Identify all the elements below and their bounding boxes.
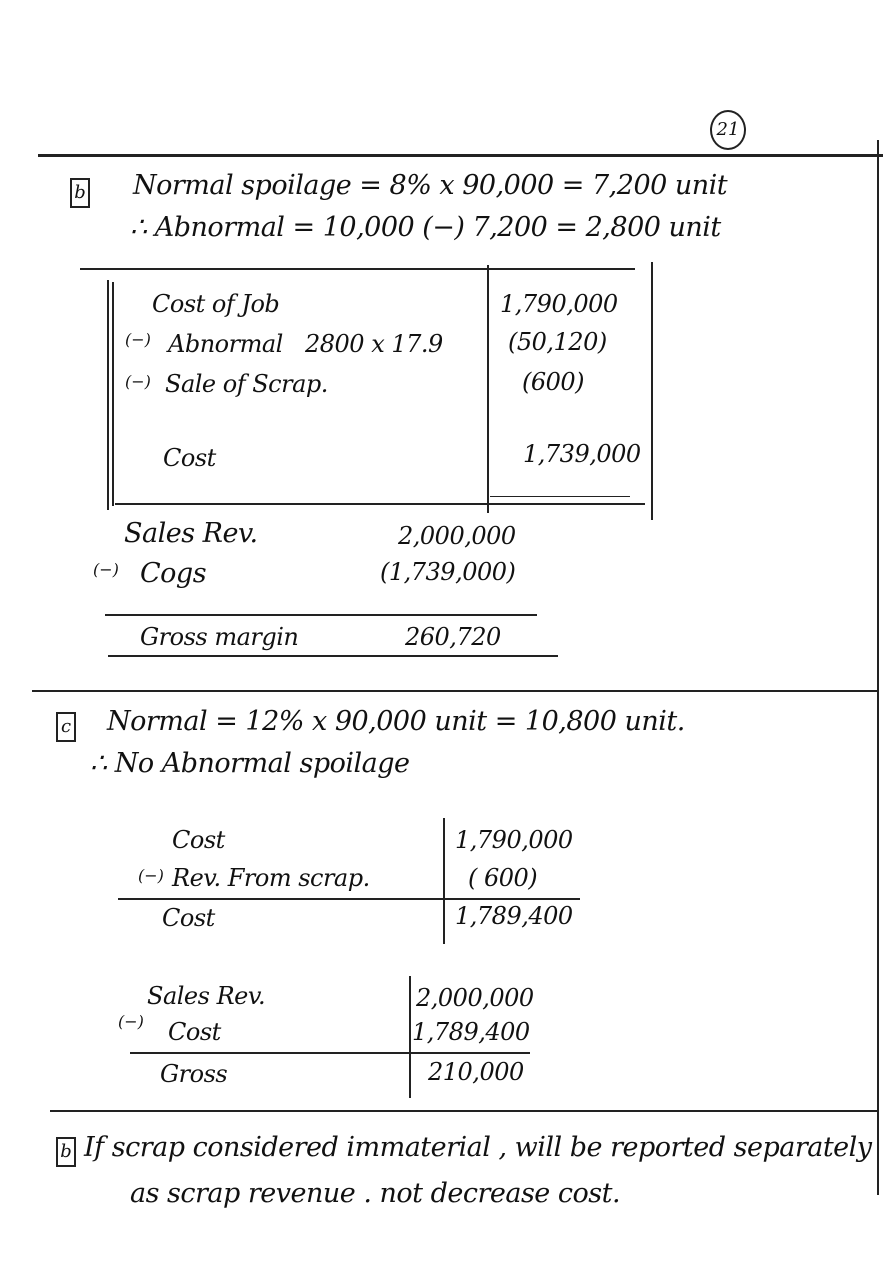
cost-box-top [80,268,635,270]
cost-c-total-value: 1,789,400 [455,902,573,930]
section-d-label: b [56,1137,76,1167]
minus-prefix: (−) [125,372,151,391]
cost-box-left [107,280,109,510]
gross-label: Gross [160,1060,228,1088]
section-b-label: b [70,178,90,208]
section-c-conclusion: ∴ No Abnormal spoilage [90,748,410,779]
gross-margin-label: Gross margin [140,623,299,651]
section-c-label: c [56,712,76,742]
cost-c-label: Cost [172,826,225,854]
cost-box-bottom-2 [490,496,630,497]
cost-c-total-label: Cost [162,904,215,932]
income-rule [108,655,558,657]
right-margin-line [877,140,879,1195]
section-divider [32,690,877,692]
scrap-note-line-1: If scrap considered immaterial , will be reported separately [84,1132,872,1163]
cogs-value: (1,739,000) [380,558,516,586]
minus-prefix: (−) [125,330,151,349]
gross-margin-value: 260,720 [405,623,501,651]
section-c-normal-line: Normal = 12% x 90,000 unit = 10,800 unit. [107,706,685,737]
cost-c-divider [443,818,445,944]
cost-row-label: Sale of Scrap. [165,370,328,398]
top-rule [38,154,883,157]
minus-prefix: (−) [138,866,164,885]
cost-value: 1,789,400 [412,1018,530,1046]
cost-c-value: 1,790,000 [455,826,573,854]
cost-row-label: Cost of Job [152,290,280,318]
cost-row-value: (50,120) [508,328,607,356]
cost-total-label: Cost [163,444,216,472]
section-b-normal-line: Normal spoilage = 8% x 90,000 = 7,200 unit [133,170,728,201]
section-b-abnormal-line: ∴ Abnormal = 10,000 (−) 7,200 = 2,800 unit [130,212,721,243]
minus-prefix: (−) [93,560,119,579]
scrap-note-line-2: as scrap revenue . not decrease cost. [130,1178,621,1209]
cogs-label: Cogs [140,558,207,589]
cost-c-rule [118,898,580,900]
scrap-revenue-value: ( 600) [468,864,538,892]
sales-revenue-value: 2,000,000 [416,984,534,1012]
page-number: 21 [710,110,746,150]
cost-box-bottom [115,503,645,505]
scrap-revenue-label: Rev. From scrap. [172,864,370,892]
cost-row-detail: 2800 x 17.9 [305,330,443,358]
cost-row-value: 1,790,000 [500,290,618,318]
cost-label: Cost [168,1018,221,1046]
income-c-rule [130,1052,530,1054]
cost-box-left-inner [112,282,114,506]
sales-revenue-label: Sales Rev. [124,518,258,549]
cost-row-label: Abnormal [168,330,283,358]
minus-prefix: (−) [118,1012,144,1031]
cost-box-divider [487,265,489,513]
cost-total-value: 1,739,000 [523,440,641,468]
sales-revenue-label: Sales Rev. [147,982,266,1010]
sales-revenue-value: 2,000,000 [398,522,516,550]
income-c-divider [409,976,411,1098]
section-divider [50,1110,877,1112]
cost-row-value: (600) [522,368,585,396]
cost-box-right [651,262,653,520]
gross-value: 210,000 [428,1058,524,1086]
income-rule [105,614,537,616]
